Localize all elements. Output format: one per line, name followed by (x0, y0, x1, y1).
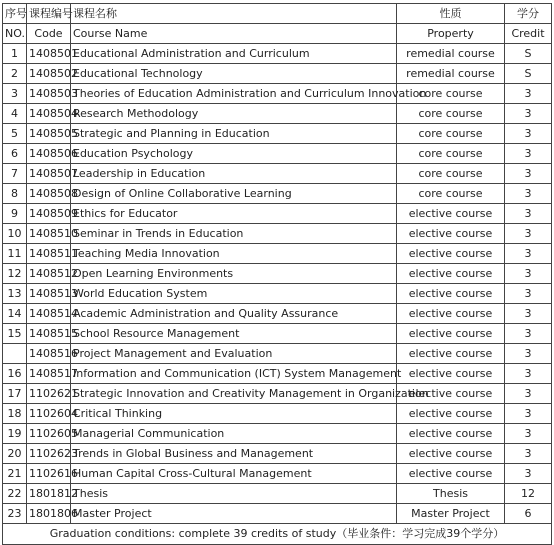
cell-code: 1102623 (27, 444, 71, 464)
cell-code: 1408513 (27, 284, 71, 304)
cell-code: 1102605 (27, 424, 71, 444)
cell-course-name: Thesis (71, 484, 397, 504)
cell-no: 7 (3, 164, 27, 184)
cell-credit: 3 (505, 444, 552, 464)
header-cn-name: 课程名称 (71, 4, 397, 24)
cell-no: 20 (3, 444, 27, 464)
cell-property: elective course (397, 344, 505, 364)
cell-code: 1408501 (27, 44, 71, 64)
table-row (3, 224, 552, 244)
table-row (3, 244, 552, 264)
cell-course-name: Master Project (71, 504, 397, 524)
cell-property: elective course (397, 384, 505, 404)
table-row (3, 184, 552, 204)
cell-property: elective course (397, 264, 505, 284)
header-en-code: Code (27, 24, 71, 44)
cell-no: 8 (3, 184, 27, 204)
cell-credit: 3 (505, 204, 552, 224)
cell-course-name: Trends in Global Business and Management (71, 444, 397, 464)
cell-property: Thesis (397, 484, 505, 504)
cell-no: 1 (3, 44, 27, 64)
cell-code: 1801812 (27, 484, 71, 504)
cell-course-name: Critical Thinking (71, 404, 397, 424)
cell-credit: 3 (505, 164, 552, 184)
cell-course-name: School Resource Management (71, 324, 397, 344)
cell-credit: 12 (505, 484, 552, 504)
cell-no: 3 (3, 84, 27, 104)
cell-code: 1102621 (27, 384, 71, 404)
cell-course-name: Ethics for Educator (71, 204, 397, 224)
table-row (3, 84, 552, 104)
cell-no: 15 (3, 324, 27, 344)
cell-property: core course (397, 164, 505, 184)
cell-credit: 3 (505, 104, 552, 124)
cell-credit: 3 (505, 244, 552, 264)
cell-credit: 3 (505, 284, 552, 304)
cell-credit: 3 (505, 424, 552, 444)
cell-code: 1408506 (27, 144, 71, 164)
cell-course-name: Seminar in Trends in Education (71, 224, 397, 244)
cell-credit: S (505, 44, 552, 64)
table-row (3, 64, 552, 84)
cell-code: 1408512 (27, 264, 71, 284)
cell-property: elective course (397, 284, 505, 304)
header-cn-property: 性质 (397, 4, 505, 24)
table-row (3, 204, 552, 224)
table-row (3, 144, 552, 164)
table-row (3, 384, 552, 404)
course-table-body (3, 4, 552, 524)
table-row (3, 44, 552, 64)
header-row-english (3, 24, 552, 44)
cell-course-name: Leadership in Education (71, 164, 397, 184)
cell-course-name: Strategic Innovation and Creativity Management in Organization (71, 384, 397, 404)
cell-code: 1102616 (27, 464, 71, 484)
header-en-no: NO. (3, 24, 27, 44)
cell-code: 1408515 (27, 324, 71, 344)
cell-credit: 3 (505, 324, 552, 344)
cell-course-name: Strategic and Planning in Education (71, 124, 397, 144)
cell-property: elective course (397, 324, 505, 344)
cell-code: 1408508 (27, 184, 71, 204)
cell-course-name: Managerial Communication (71, 424, 397, 444)
cell-credit: 6 (505, 504, 552, 524)
cell-code: 1408503 (27, 84, 71, 104)
cell-code: 1408517 (27, 364, 71, 384)
cell-no: 5 (3, 124, 27, 144)
table-row (3, 344, 552, 364)
cell-code: 1408509 (27, 204, 71, 224)
cell-credit: 3 (505, 224, 552, 244)
cell-no: 13 (3, 284, 27, 304)
cell-property: core course (397, 124, 505, 144)
cell-property: elective course (397, 404, 505, 424)
cell-code: 1408510 (27, 224, 71, 244)
cell-property: elective course (397, 244, 505, 264)
header-en-credit: Credit (505, 24, 552, 44)
header-row-chinese (3, 4, 552, 24)
cell-property: elective course (397, 464, 505, 484)
table-row (3, 264, 552, 284)
cell-code: 1408511 (27, 244, 71, 264)
cell-no: 18 (3, 404, 27, 424)
cell-credit: 3 (505, 344, 552, 364)
cell-property: core course (397, 144, 505, 164)
cell-course-name: Teaching Media Innovation (71, 244, 397, 264)
course-table (2, 3, 552, 545)
cell-no: 14 (3, 304, 27, 324)
cell-credit: 3 (505, 84, 552, 104)
course-table-container (2, 3, 551, 545)
cell-credit: 3 (505, 364, 552, 384)
cell-course-name: Design of Online Collaborative Learning (71, 184, 397, 204)
header-en-property: Property (397, 24, 505, 44)
cell-code: 1801806 (27, 504, 71, 524)
cell-property: Master Project (397, 504, 505, 524)
header-en-name: Course Name (71, 24, 397, 44)
cell-no: 23 (3, 504, 27, 524)
cell-credit: 3 (505, 124, 552, 144)
cell-credit: S (505, 64, 552, 84)
table-row (3, 464, 552, 484)
cell-property: core course (397, 104, 505, 124)
cell-credit: 3 (505, 264, 552, 284)
cell-no: 19 (3, 424, 27, 444)
cell-course-name: Open Learning Environments (71, 264, 397, 284)
cell-credit: 3 (505, 384, 552, 404)
table-row (3, 444, 552, 464)
cell-no: 17 (3, 384, 27, 404)
cell-no: 10 (3, 224, 27, 244)
cell-no: 6 (3, 144, 27, 164)
cell-no: 12 (3, 264, 27, 284)
cell-course-name: Research Methodology (71, 104, 397, 124)
table-row (3, 304, 552, 324)
table-row (3, 324, 552, 344)
cell-course-name: Academic Administration and Quality Assurance (71, 304, 397, 324)
cell-no: 22 (3, 484, 27, 504)
cell-property: elective course (397, 224, 505, 244)
cell-code: 1102604 (27, 404, 71, 424)
table-row (3, 404, 552, 424)
cell-no: 11 (3, 244, 27, 264)
cell-no: 21 (3, 464, 27, 484)
footer-row (3, 524, 552, 545)
cell-no: 16 (3, 364, 27, 384)
table-row (3, 124, 552, 144)
cell-property: remedial course (397, 64, 505, 84)
cell-course-name: Project Management and Evaluation (71, 344, 397, 364)
cell-course-name: Theories of Education Administration and Curriculum Innovation (71, 84, 397, 104)
table-row (3, 424, 552, 444)
cell-property: elective course (397, 444, 505, 464)
cell-property: elective course (397, 304, 505, 324)
cell-property: core course (397, 84, 505, 104)
cell-property: remedial course (397, 44, 505, 64)
table-row (3, 284, 552, 304)
cell-code: 1408504 (27, 104, 71, 124)
cell-code: 1408502 (27, 64, 71, 84)
table-row (3, 164, 552, 184)
cell-property: core course (397, 184, 505, 204)
cell-credit: 3 (505, 144, 552, 164)
cell-no (3, 344, 27, 364)
table-row (3, 364, 552, 384)
cell-no: 2 (3, 64, 27, 84)
table-row (3, 104, 552, 124)
cell-credit: 3 (505, 404, 552, 424)
cell-code: 1408514 (27, 304, 71, 324)
cell-property: elective course (397, 364, 505, 384)
cell-code: 1408507 (27, 164, 71, 184)
cell-course-name: Educational Technology (71, 64, 397, 84)
graduation-conditions: Graduation conditions: complete 39 credits of study（毕业条件：学习完成39个学分） (3, 524, 552, 545)
header-cn-no: 序号 (3, 4, 27, 24)
header-cn-code: 课程编号 (27, 4, 71, 24)
cell-code: 1408516 (27, 344, 71, 364)
header-cn-credit: 学分 (505, 4, 552, 24)
cell-code: 1408505 (27, 124, 71, 144)
table-row (3, 484, 552, 504)
cell-property: elective course (397, 204, 505, 224)
cell-no: 4 (3, 104, 27, 124)
cell-course-name: World Education System (71, 284, 397, 304)
cell-course-name: Human Capital Cross-Cultural Management (71, 464, 397, 484)
cell-credit: 3 (505, 304, 552, 324)
cell-credit: 3 (505, 464, 552, 484)
cell-course-name: Educational Administration and Curriculum (71, 44, 397, 64)
cell-credit: 3 (505, 184, 552, 204)
cell-no: 9 (3, 204, 27, 224)
cell-property: elective course (397, 424, 505, 444)
cell-course-name: Information and Communication (ICT) System Management (71, 364, 397, 384)
cell-course-name: Education Psychology (71, 144, 397, 164)
table-row (3, 504, 552, 524)
